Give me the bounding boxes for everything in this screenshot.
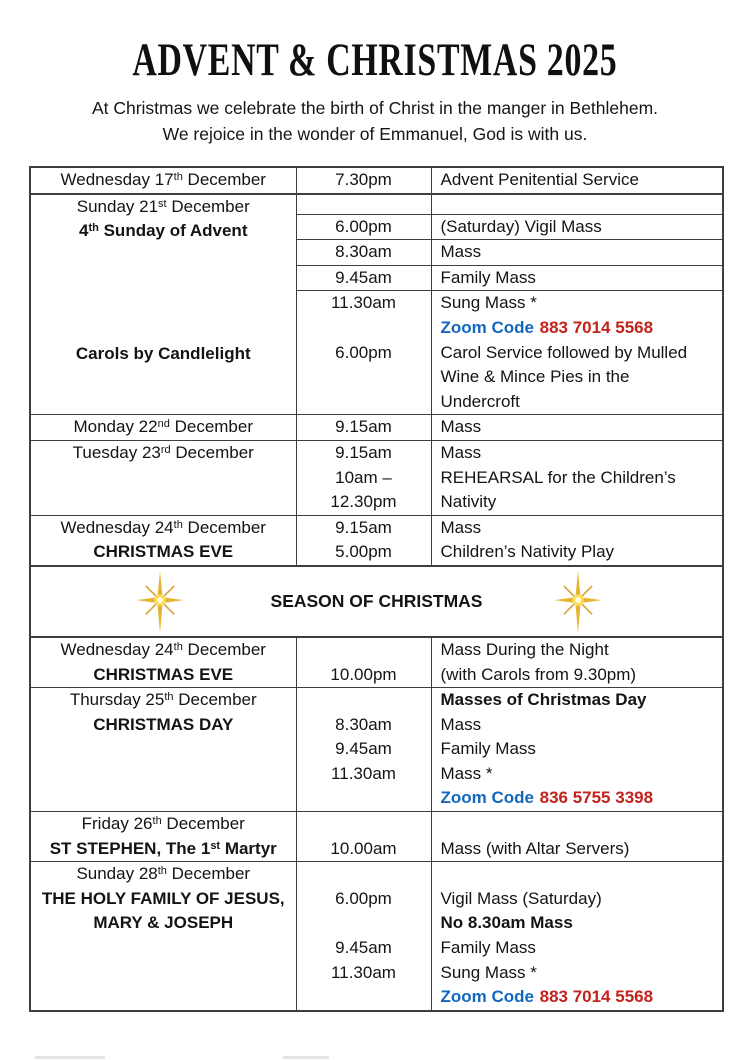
time-line: 9.45am	[335, 739, 392, 759]
date-text: Wednesday 24	[60, 517, 174, 537]
time-cell-mon22	[296, 415, 431, 441]
service-line: Children’s Nativity Play	[440, 542, 615, 562]
service-line: Mass	[440, 442, 482, 462]
time-line: 6.00pm	[335, 342, 392, 362]
date-cell-tue23	[30, 440, 296, 515]
time-line: 11.30am	[331, 962, 396, 982]
time-line: 9.15am	[335, 517, 392, 537]
feast-line: CHRISTMAS EVE	[93, 664, 234, 684]
spacer-line	[297, 786, 431, 811]
service-line: Nativity	[440, 492, 497, 512]
ordinal-suffix: th	[173, 171, 183, 183]
row-wed24-night	[30, 637, 723, 688]
feast-line: MARY & JOSEPH	[93, 913, 234, 933]
row-mon22	[30, 415, 723, 441]
time-line: 6.00pm	[335, 888, 392, 908]
time-cell-fri26	[296, 812, 431, 862]
service-line: Advent Penitential Service	[440, 170, 639, 189]
date-line	[31, 638, 296, 663]
intro-text	[0, 95, 750, 147]
time-cell-sung-carols	[296, 291, 431, 415]
service-cell-mon22	[431, 415, 723, 441]
ordinal-suffix: st	[158, 197, 167, 210]
time-cell-vigil	[296, 214, 431, 240]
service-line: Family Mass	[440, 739, 536, 759]
time-cell-sun28	[296, 862, 431, 1011]
service-line: Carol Service followed by Mulled	[440, 342, 688, 362]
time-cell-wed17	[296, 167, 431, 194]
service-cell-thu25	[431, 688, 723, 812]
service-cell-wed24-advent	[431, 515, 723, 566]
row-tue23	[30, 440, 723, 515]
time-line: 10.00am	[330, 838, 397, 858]
time-cell-early-mass	[296, 240, 431, 266]
date-line	[31, 812, 296, 837]
service-heading: Masses of Christmas Day	[440, 690, 647, 710]
zoom-code-line	[441, 786, 719, 811]
date-text: Sunday 21	[76, 196, 159, 216]
spacer-line	[297, 638, 431, 663]
date-text: December	[166, 196, 250, 216]
service-line: Undercroft	[440, 391, 520, 411]
feast-line	[31, 219, 296, 244]
date-cell-sun28	[30, 862, 296, 1011]
ordinal-suffix: th	[157, 865, 167, 878]
feast-text: 4	[79, 221, 89, 241]
service-line: Sung Mass *	[440, 293, 537, 313]
date-text: December	[182, 639, 266, 659]
ordinal-suffix: st	[210, 839, 221, 852]
feast-text: Sunday of Advent	[98, 221, 248, 241]
date-text: December	[169, 417, 253, 437]
zoom-code-label: Zoom Code	[440, 317, 534, 337]
service-cell-wed17	[431, 167, 723, 194]
service-line: (with Carols from 9.30pm)	[440, 664, 637, 684]
date-text: Wednesday 24	[60, 639, 174, 659]
date-cell-fri26	[30, 812, 296, 862]
service-cell-sun28	[431, 862, 723, 1011]
date-text: December	[182, 517, 266, 537]
time-cell-wed24-night	[296, 637, 431, 688]
zoom-code-number: 836 5755 3398	[539, 788, 654, 808]
feast-text: ST STEPHEN, The 1	[49, 838, 211, 858]
season-banner	[30, 566, 723, 637]
date-line	[31, 862, 296, 887]
zoom-code-number: 883 7014 5568	[539, 987, 654, 1007]
spacer-line	[441, 862, 719, 887]
date-text: Friday 26	[81, 814, 153, 834]
date-text: Monday 22	[73, 417, 158, 437]
service-line: Mass (with Altar Servers)	[440, 838, 630, 858]
service-line: Mass During the Night	[440, 639, 609, 659]
service-line: Mass	[440, 417, 482, 437]
time-line: 12.30pm	[330, 492, 397, 512]
feast-line: CHRISTMAS DAY	[93, 714, 234, 734]
spacer-line	[297, 985, 431, 1010]
date-text: December	[182, 170, 266, 189]
date-cell-wed17	[30, 167, 296, 194]
spacer-line	[297, 862, 431, 887]
carols-by-candlelight-label: Carols by Candlelight	[75, 343, 251, 363]
time-line: 8.30am	[335, 242, 392, 262]
zoom-code-label: Zoom Code	[440, 987, 534, 1007]
service-line: Family Mass	[440, 267, 536, 287]
time-cell-thu25	[296, 688, 431, 812]
date-cell-sun21	[30, 194, 296, 415]
cutoff-print-fragment	[283, 1056, 329, 1059]
time-line: 9.45am	[335, 267, 392, 287]
row-fri26	[30, 812, 723, 862]
service-cell-sung-carols	[431, 291, 723, 415]
row-wed17	[30, 167, 723, 194]
service-line: Mass *	[440, 763, 493, 783]
ordinal-suffix: th	[164, 691, 174, 704]
date-line	[31, 688, 296, 713]
date-line	[31, 168, 296, 193]
ordinal-suffix: th	[173, 518, 183, 531]
time-line: 9.45am	[335, 938, 392, 958]
intro-line-2: We rejoice in the wonder of Emmanuel, God is with us.	[162, 124, 588, 144]
service-cell-fri26	[431, 812, 723, 862]
schedule-table	[29, 166, 724, 1012]
feast-line: CHRISTMAS EVE	[93, 542, 234, 562]
time-line: 9.15am	[335, 442, 392, 462]
spacer-line	[297, 812, 431, 837]
service-line: REHEARSAL for the Children’s	[440, 467, 676, 487]
service-cell-empty	[431, 194, 723, 215]
service-line: Vigil Mass (Saturday)	[440, 888, 602, 908]
service-line: Sung Mass *	[440, 962, 537, 982]
date-text: December	[173, 690, 257, 710]
date-text: December	[161, 814, 245, 834]
service-line: Mass	[440, 517, 482, 537]
time-line: 10am –	[335, 467, 392, 487]
header	[0, 33, 750, 87]
ordinal-suffix: rd	[160, 443, 171, 456]
spacer-line	[297, 316, 431, 341]
ordinal-suffix: th	[152, 815, 162, 828]
date-text: Sunday 28	[76, 864, 158, 884]
row-wed24-advent	[30, 515, 723, 566]
time-line: 6.00pm	[335, 216, 392, 236]
service-cell-vigil	[431, 214, 723, 240]
no-mass-note: No 8.30am Mass	[440, 913, 573, 933]
time-line: 7.30pm	[335, 170, 392, 189]
date-line	[31, 516, 296, 541]
date-text: Tuesday 23	[72, 442, 161, 462]
time-cell-empty	[296, 194, 431, 215]
date-line	[31, 441, 296, 466]
season-banner-title: SEASON OF CHRISTMAS	[270, 590, 483, 611]
feast-text: Martyr	[220, 838, 277, 858]
row-sun21-spacer	[30, 194, 723, 215]
time-line: 11.30am	[331, 293, 396, 313]
service-line: Wine & Mince Pies in the	[440, 367, 630, 387]
service-line: Family Mass	[440, 938, 536, 958]
ordinal-suffix: th	[88, 222, 99, 235]
row-season-banner	[30, 566, 723, 637]
zoom-code-number: 883 7014 5568	[539, 317, 654, 337]
feast-line: THE HOLY FAMILY OF JESUS,	[41, 888, 285, 908]
date-text: December	[170, 442, 254, 462]
time-line: 11.30am	[331, 763, 396, 783]
zoom-code-line	[441, 985, 719, 1010]
spacer-line	[441, 812, 719, 837]
cutoff-print-fragment	[35, 1056, 105, 1059]
spacer-line	[297, 195, 431, 214]
service-line: Mass	[440, 714, 482, 734]
ordinal-suffix: nd	[157, 418, 170, 431]
time-cell-wed24-advent	[296, 515, 431, 566]
time-line: 5.00pm	[335, 542, 392, 562]
page-title: ADVENT & CHRISTMAS 2025	[132, 34, 618, 86]
date-line	[31, 415, 296, 440]
date-text: December	[166, 864, 251, 884]
service-cell-early-mass	[431, 240, 723, 266]
service-cell-wed24-night	[431, 637, 723, 688]
feast-line	[31, 837, 296, 862]
service-cell-family-mass	[431, 265, 723, 291]
date-line	[31, 195, 296, 220]
date-cell-wed24-night	[30, 637, 296, 688]
spacer-line	[297, 688, 431, 713]
spacer-line	[297, 911, 431, 936]
date-cell-wed24-advent	[30, 515, 296, 566]
service-cell-tue23	[431, 440, 723, 515]
time-cell-tue23	[296, 440, 431, 515]
service-line: Mass	[440, 242, 482, 262]
date-text: Wednesday 17	[60, 170, 174, 189]
row-thu25	[30, 688, 723, 812]
zoom-code-label: Zoom Code	[440, 788, 534, 808]
time-line: 9.15am	[335, 417, 392, 437]
time-line: 8.30am	[335, 714, 392, 734]
date-text: Thursday 25	[69, 690, 165, 710]
row-sun28	[30, 862, 723, 1011]
zoom-code-line	[441, 316, 719, 341]
time-cell-family-mass	[296, 265, 431, 291]
date-cell-mon22	[30, 415, 296, 441]
date-cell-thu25	[30, 688, 296, 812]
ordinal-suffix: th	[173, 640, 183, 653]
christmas-star-icon	[551, 570, 605, 634]
time-line: 10.00pm	[330, 664, 397, 684]
spacer-line	[441, 195, 719, 214]
intro-line-1: At Christmas we celebrate the birth of Christ in the manger in Bethlehem.	[91, 98, 659, 118]
service-line: (Saturday) Vigil Mass	[440, 216, 602, 236]
